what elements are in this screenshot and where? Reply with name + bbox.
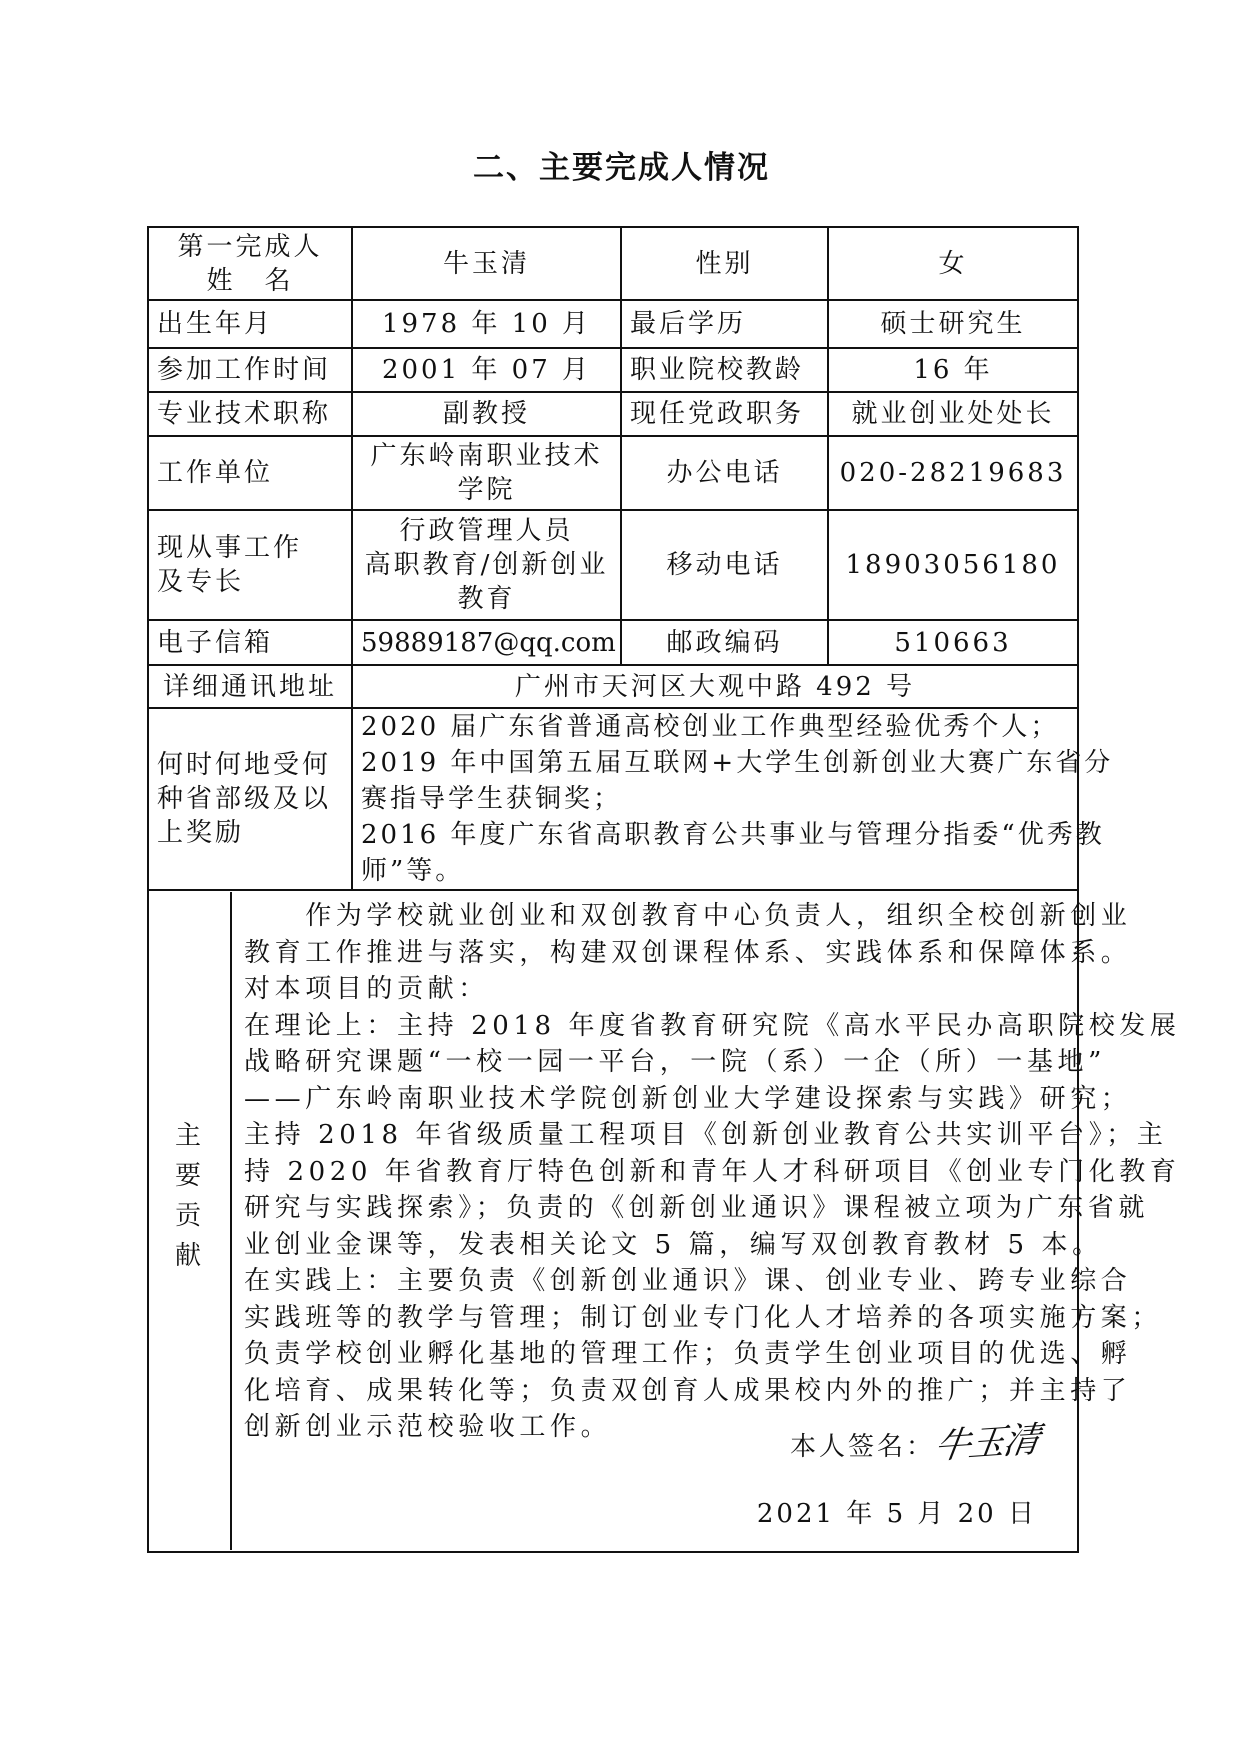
- address-label: 详细通讯地址: [148, 665, 352, 708]
- award-line: 师”等。: [361, 856, 465, 886]
- award-line: 2020 届广东省普通高校创业工作典型经验优秀个人；: [361, 712, 1060, 742]
- awards-label: 何时何地受何 种省部级及以 上奖励: [148, 708, 352, 890]
- mobile-value: 18903056180: [828, 510, 1078, 620]
- handwritten-signature: 牛玉清: [931, 1419, 1041, 1468]
- contribution-cell: [148, 890, 1181, 1552]
- teaching-years-label: 职业院校教龄: [621, 348, 828, 392]
- education-value: 硕士研究生: [828, 300, 1078, 348]
- email-label: 电子信箱: [148, 620, 352, 665]
- awards-value: [352, 708, 1114, 890]
- email-value: 59889187@qq.com: [352, 620, 621, 665]
- mobile-label: 移动电话: [621, 510, 828, 620]
- work-start-label: 参加工作时间: [148, 348, 352, 392]
- personnel-info-table: [147, 226, 1181, 1553]
- table-row: [148, 708, 1078, 890]
- post-label: 现任党政职务: [621, 392, 828, 436]
- unit-value: 广东岭南职业技术 学院: [352, 436, 621, 510]
- table-row: [148, 300, 1078, 348]
- award-line: 2016 年度广东省高职教育公共事业与管理分指委“优秀教: [361, 820, 1105, 850]
- table-row: [148, 510, 1078, 620]
- gender-label: 性别: [621, 227, 828, 300]
- table-row: [148, 890, 1078, 1552]
- post-value: 就业创业处处长: [828, 392, 1078, 436]
- unit-label: 工作单位: [148, 436, 352, 510]
- table-row: [148, 620, 1078, 665]
- table-row: [148, 348, 1078, 392]
- office-phone-label: 办公电话: [621, 436, 828, 510]
- signature-label: 本人签名：: [789, 1432, 935, 1462]
- name-label: 第一完成人 姓 名: [148, 227, 352, 300]
- contribution-text: 作为学校就业创业和双创教育中心负责人，组织全校创新创业 教育工作推进与落实，构建双创课程体系、实践体系和保障体系。 对本项目的贡献： 在理论上：主持 2018 年度省教育研究院《高水平民办高职院校发展 战略研究课题“一校一园一平台，一院（系）一企（所）一基地” ——广东岭南职业技术学院创新创业大学建设探索与实践》研究； 主持 2018 年省级质量工程项目《创新创业教育公共实训平台》；主 持 2020 年省教育厅特色创新和青年人才科研项目《创业专门化教育 研究与实践探索》；负责的《创新创业通识》课程被立项为广东省就 业创业金课等，发表相关论文 5 篇，编写双创教育教材 5 本。 在实践上：主要负责《创新创业通识》课、创业专业、跨专业综合 实践班等的教学与管理；制订创业专门化人才培养的各项实施方案； 负责学校创业孵化基地的管理工作；负责学生创业项目的优选、孵 化培育、成果转化等；负责双创育人成果校内外的推广；并主持了 创新创业示范校验收工作。: [244, 901, 1181, 1442]
- birth-value: 1978 年 10 月: [352, 300, 621, 348]
- work-start-value: 2001 年 07 月: [352, 348, 621, 392]
- name-value: 牛玉清: [352, 227, 621, 300]
- award-line: 2019 年中国第五届互联网+大学生创新创业大赛广东省分: [361, 748, 1114, 778]
- teaching-years-value: 16 年: [828, 348, 1078, 392]
- table-row: [148, 227, 1078, 300]
- gender-value: 女: [828, 227, 1078, 300]
- postcode-value: 510663: [828, 620, 1078, 665]
- address-value: 广州市天河区大观中路 492 号: [352, 665, 1078, 708]
- table-row: [148, 665, 1078, 708]
- page-title: 二、主要完成人情况: [473, 150, 770, 186]
- education-label: 最后学历: [621, 300, 828, 348]
- office-phone-value: 020-28219683: [828, 436, 1078, 510]
- award-line: 赛指导学生获铜奖；: [361, 784, 623, 814]
- prof-title-label: 专业技术职称: [148, 392, 352, 436]
- birth-label: 出生年月: [148, 300, 352, 348]
- table-row: [148, 392, 1078, 436]
- table-row: [148, 436, 1078, 510]
- signature-date: 2021 年 5 月 20 日: [756, 1499, 1037, 1529]
- work-field-label: 现从事工作 及专长: [148, 510, 352, 620]
- postcode-label: 邮政编码: [621, 620, 828, 665]
- signature-line: [789, 1419, 1041, 1468]
- prof-title-value: 副教授: [352, 392, 621, 436]
- work-field-value: 行政管理人员 高职教育/创新创业 教育: [352, 510, 621, 620]
- contribution-label: 主 要 贡 献: [149, 892, 232, 1550]
